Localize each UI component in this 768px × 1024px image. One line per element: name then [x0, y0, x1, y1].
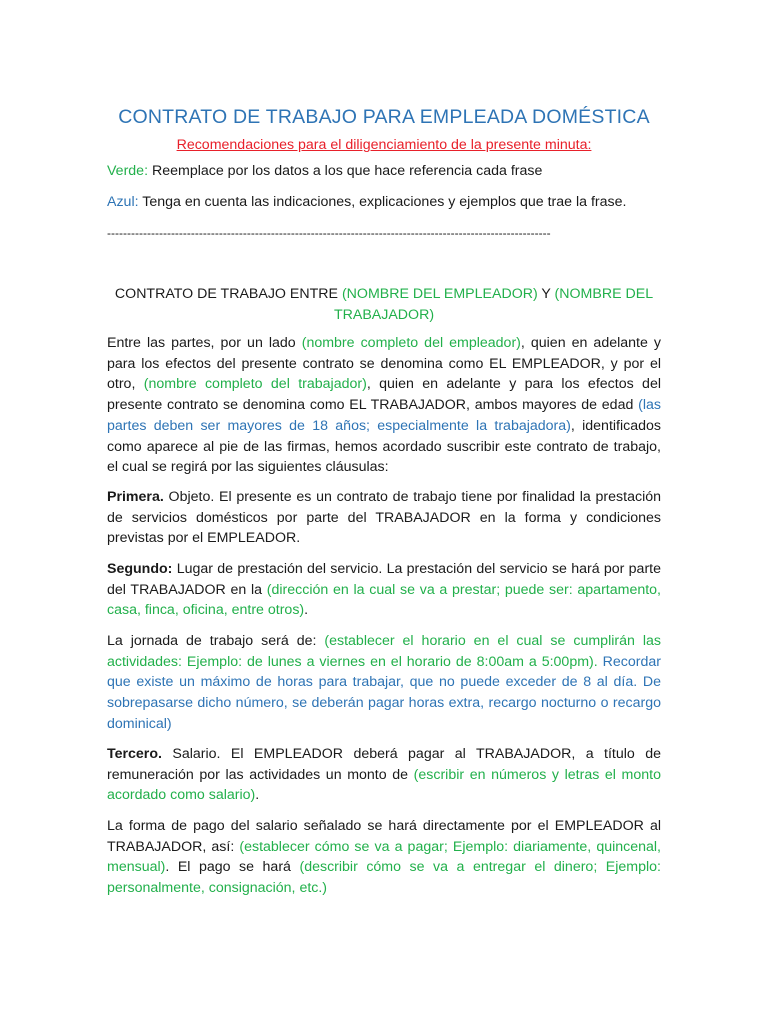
- recommendations-subtitle: Recomendaciones para el diligenciamiento de la presente minuta:: [176, 137, 592, 153]
- payment-frequency-placeholder: (establecer cómo se va a pagar; Ejemplo: diariamente, quincenal, mensual): [107, 838, 661, 876]
- salary-placeholder: (escribir en números y letras el monto acordado como salario): [107, 766, 661, 804]
- hours-placeholder: (establecer el horario en el cual se cumplirán las actividades: Ejemplo: de lunes a viernes en el horario de 8:00am a 5:00pm).: [107, 633, 661, 670]
- clause-text: .: [304, 602, 309, 619]
- clause-segundo: [107, 559, 661, 621]
- payment-text: La forma de pago del salario señalado se hará directamente por el EMPLEADOR al TRABAJADOR, así:: [107, 818, 661, 855]
- working-hours-paragraph: [107, 631, 661, 735]
- payment-method-placeholder: (describir cómo se va a entregar el dinero; Ejemplo: personalmente, consignación, etc.): [107, 859, 661, 897]
- clause-label: Tercero.: [107, 746, 162, 762]
- intro-text: , quien en adelante y para los efectos del presente contrato se denomina como EL TRABAJADOR, ambos mayores de edad: [107, 376, 661, 414]
- heading-text: Y: [537, 286, 555, 302]
- legend-green: [107, 163, 542, 179]
- payment-text: . El pago se hará: [165, 859, 300, 876]
- hours-note: Recordar que existe un máximo de horas para trabajar, que no puede exceder de 8 al día. De sobrepasarse dicho número, se deberán pagar horas extra, recargo nocturno o recargo dominical): [107, 653, 661, 732]
- legend-blue: [107, 194, 626, 210]
- intro-text: Entre las partes, por un lado: [107, 335, 302, 351]
- legend-green-label: Verde:: [107, 163, 149, 179]
- legend-blue-label: Azul:: [107, 194, 139, 210]
- heading-worker-placeholder: (NOMBRE DEL TRABAJADOR): [333, 286, 654, 323]
- intro-paragraph: [107, 333, 661, 478]
- separator-line: ---------------------------------------------------------------------------------------------------------------: [107, 226, 551, 240]
- clause-primera: [107, 487, 661, 549]
- clause-text: Objeto. El presente es un contrato de trabajo tiene por finalidad la prestación de servicios domésticos por parte del TRABAJADOR en la forma y condiciones previstas por el EMPLEADOR.: [107, 489, 661, 547]
- intro-text: , identificados como aparece al pie de las firmas, hemos acordado suscribir este contrato de trabajo, el cual se regirá por las siguientes cláusulas:: [107, 417, 661, 476]
- contract-heading: [107, 284, 661, 325]
- legend-green-text: Reemplace por los datos a los que hace referencia cada frase: [148, 163, 543, 179]
- clause-label: Segundo:: [107, 561, 173, 577]
- intro-text: , quien en adelante y para los efectos del presente contrato se denomina como EL EMPLEADOR, y por el otro,: [107, 335, 661, 393]
- hours-text: La jornada de trabajo será de:: [107, 633, 325, 649]
- clause-text: Salario. El EMPLEADOR deberá pagar al TRABAJADOR, a título de remuneración por las actividades un monto de: [107, 746, 661, 783]
- clause-text: Lugar de prestación del servicio. La prestación del servicio se hará por parte del TRABAJADOR en la: [107, 561, 661, 598]
- document-title: CONTRATO DE TRABAJO PARA EMPLEADA DOMÉSTICA: [118, 106, 650, 128]
- clause-text: .: [255, 787, 260, 804]
- clause-tercero: [107, 744, 661, 806]
- address-placeholder: (dirección en la cual se va a prestar; puede ser: apartamento, casa, finca, oficina, entre otros): [107, 581, 662, 619]
- heading-text: CONTRATO DE TRABAJO ENTRE: [114, 286, 342, 302]
- payment-paragraph: [107, 816, 661, 899]
- worker-name-placeholder: (nombre completo del trabajador): [143, 376, 367, 393]
- heading-employer-placeholder: (NOMBRE DEL EMPLEADOR): [341, 286, 538, 302]
- employer-name-placeholder: (nombre completo del empleador): [301, 335, 521, 351]
- legend-blue-text: Tenga en cuenta las indicaciones, explicaciones y ejemplos que trae la frase.: [138, 194, 627, 210]
- age-note: (las partes deben ser mayores de 18 años; especialmente la trabajadora): [107, 397, 661, 434]
- clause-label: Primera.: [107, 489, 164, 505]
